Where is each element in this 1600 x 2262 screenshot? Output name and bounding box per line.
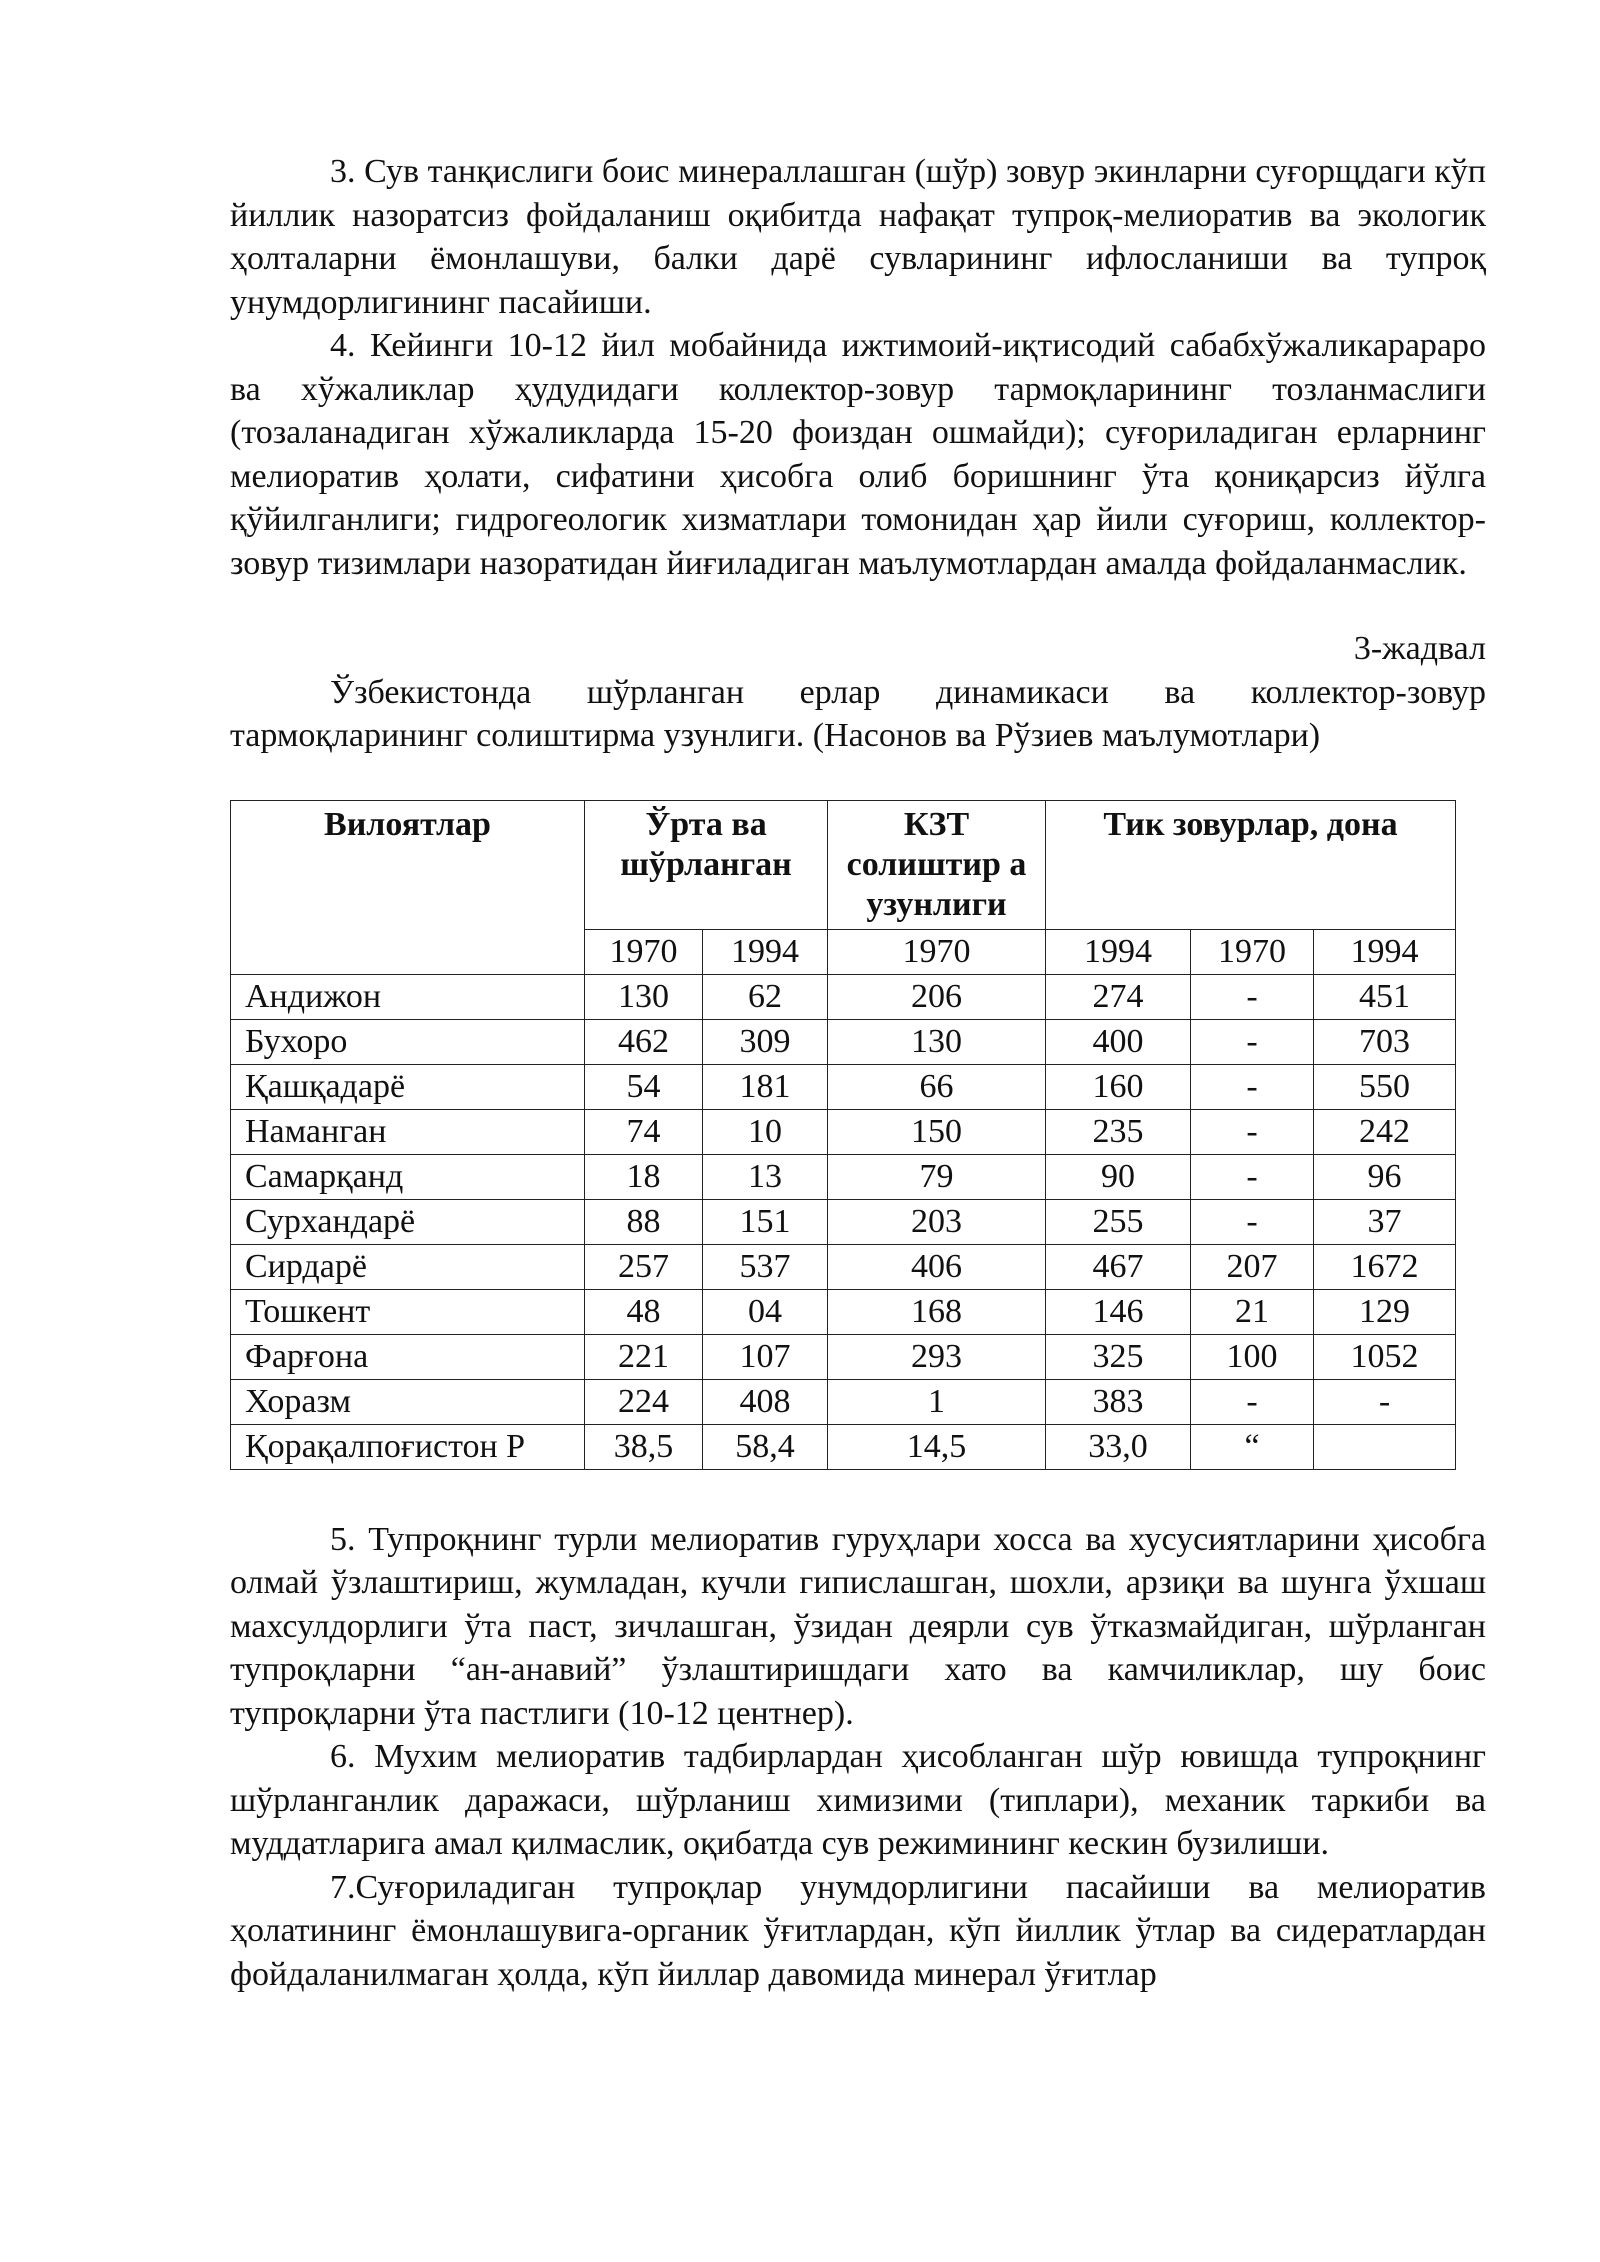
value-cell: 181 <box>703 1064 828 1109</box>
value-cell: 62 <box>703 974 828 1019</box>
value-cell: - <box>1314 1379 1456 1424</box>
value-cell: 13 <box>703 1154 828 1199</box>
value-cell: 255 <box>1046 1199 1191 1244</box>
region-cell: Самарқанд <box>231 1154 585 1199</box>
table-caption: Ўзбекистонда шўрланган ерлар динамикаси ва коллектор-зовур тармоқларининг солиштирма узунлиги. (Насонов ва Рўзиев маълумотлари) <box>230 673 1486 754</box>
region-cell: Андижон <box>231 974 585 1019</box>
value-cell: 21 <box>1191 1289 1314 1334</box>
value-cell: 100 <box>1191 1334 1314 1379</box>
value-cell: 242 <box>1314 1109 1456 1154</box>
value-cell: 207 <box>1191 1244 1314 1289</box>
value-cell: 79 <box>828 1154 1046 1199</box>
value-cell: - <box>1191 974 1314 1019</box>
table-row <box>231 1334 1456 1379</box>
value-cell: 88 <box>585 1199 703 1244</box>
value-cell: 293 <box>828 1334 1046 1379</box>
header-regions: Вилоятлар <box>231 800 585 974</box>
value-cell: 257 <box>585 1244 703 1289</box>
value-cell: 462 <box>585 1019 703 1064</box>
value-cell: 66 <box>828 1064 1046 1109</box>
value-cell: 221 <box>585 1334 703 1379</box>
value-cell: 406 <box>828 1244 1046 1289</box>
value-cell: 408 <box>703 1379 828 1424</box>
value-cell: 129 <box>1314 1289 1456 1334</box>
value-cell: 224 <box>585 1379 703 1424</box>
value-cell: 37 <box>1314 1199 1456 1244</box>
value-cell <box>1314 1424 1456 1469</box>
table-row <box>231 1424 1456 1469</box>
table-row <box>231 974 1456 1019</box>
region-cell: Қорақалпоғистон Р <box>231 1424 585 1469</box>
year-cell: 1970 <box>1191 929 1314 974</box>
table-row <box>231 1289 1456 1334</box>
value-cell: 160 <box>1046 1064 1191 1109</box>
value-cell: 74 <box>585 1109 703 1154</box>
table-row <box>231 1064 1456 1109</box>
value-cell: - <box>1191 1109 1314 1154</box>
value-cell: 203 <box>828 1199 1046 1244</box>
value-cell: 48 <box>585 1289 703 1334</box>
header-kzt: КЗТ солиштир а узунлиги <box>828 800 1046 929</box>
value-cell: 150 <box>828 1109 1046 1154</box>
value-cell: 58,4 <box>703 1424 828 1469</box>
value-cell: 130 <box>828 1019 1046 1064</box>
paragraph-6: 6. Мухим мелиоратив тадбирлардан ҳисобланган шўр ювишда тупроқнинг шўрланганлик даражаси, шўрланиш химизими (типлари), механик таркиби ва муддатларига амал қилмаслик, оқибатда сув режимининг кескин бузилиши. <box>230 1738 1486 1862</box>
header-vertical-drains: Тик зовурлар, дона <box>1046 800 1456 929</box>
table-row <box>231 1379 1456 1424</box>
region-cell: Хоразм <box>231 1379 585 1424</box>
value-cell: 235 <box>1046 1109 1191 1154</box>
table-number: 3-жадвал <box>1353 630 1486 667</box>
value-cell: 1052 <box>1314 1334 1456 1379</box>
paragraph-4: 4. Кейинги 10-12 йил мобайнида ижтимоий-иқтисодий сабабхўжаликарараро ва хўжаликлар ҳудудидаги коллектор-зовур тармоқларининг тозланмаслиги (тозаланадиган хўжаликларда 15-20 фоиздан ошмайди); суғориладиган ерларнинг мелиоратив ҳолати, сифатини ҳисобга олиб боришнинг ўта қониқарсиз йўлга қўйилганлиги; гидрогеологик хизматлари томонидан ҳар йили суғориш, коллектор-зовур тизимлари назоратидан йиғиладиган маълумотлардан амалда фойдаланмаслик. <box>230 327 1486 582</box>
table-header-row <box>231 800 1456 929</box>
value-cell: 10 <box>703 1109 828 1154</box>
value-cell: 90 <box>1046 1154 1191 1199</box>
value-cell: - <box>1191 1379 1314 1424</box>
region-cell: Қашқадарё <box>231 1064 585 1109</box>
value-cell: 467 <box>1046 1244 1191 1289</box>
year-cell: 1994 <box>703 929 828 974</box>
data-table-container <box>230 800 1455 1470</box>
value-cell: 537 <box>703 1244 828 1289</box>
value-cell: 38,5 <box>585 1424 703 1469</box>
value-cell: 400 <box>1046 1019 1191 1064</box>
value-cell: 18 <box>585 1154 703 1199</box>
table-row <box>231 1019 1456 1064</box>
value-cell: 550 <box>1314 1064 1456 1109</box>
value-cell: 1 <box>828 1379 1046 1424</box>
value-cell: - <box>1191 1154 1314 1199</box>
value-cell: 54 <box>585 1064 703 1109</box>
header-saline: Ўрта ва шўрланган <box>585 800 828 929</box>
value-cell: 309 <box>703 1019 828 1064</box>
value-cell: 151 <box>703 1199 828 1244</box>
value-cell: 206 <box>828 974 1046 1019</box>
value-cell: “ <box>1191 1424 1314 1469</box>
value-cell: 451 <box>1314 974 1456 1019</box>
value-cell: 703 <box>1314 1019 1456 1064</box>
region-cell: Фарғона <box>231 1334 585 1379</box>
value-cell: 14,5 <box>828 1424 1046 1469</box>
value-cell: 274 <box>1046 974 1191 1019</box>
table-row <box>231 1154 1456 1199</box>
value-cell: 383 <box>1046 1379 1191 1424</box>
paragraph-3: 3. Сув танқислиги боис минераллашган (шўр) зовур экинларни суғорщдаги кўп йиллик назоратсиз фойдаланиш оқибитда нафақат тупроқ-мелиоратив ва экологик ҳолталарни ёмонлашуви, балки дарё сувларининг ифлосланиши ва тупроқ унумдорлигининг пасайиши. <box>230 153 1486 321</box>
value-cell: 130 <box>585 974 703 1019</box>
value-cell: 33,0 <box>1046 1424 1191 1469</box>
paragraph-5: 5. Тупроқнинг турли мелиоратив гуруҳлари хосса ва хусусиятларини ҳисобга олмай ўзлаштириш, жумладан, кучли гипислашган, шохли, арзиқи ва шунга ўхшаш махсулдорлиги ўта паст, зичлашган, ўзидан деярли сув ўтказмайдиган, шўрланган тупроқларни “ан-анавий” ўзлаштиришдаги хато ва камчиликлар, шу боис тупроқларни ўта пастлиги (10-12 центнер). <box>230 1520 1486 1732</box>
value-cell: 168 <box>828 1289 1046 1334</box>
table-row <box>231 1244 1456 1289</box>
data-table <box>230 800 1456 1470</box>
value-cell: 325 <box>1046 1334 1191 1379</box>
value-cell: - <box>1191 1199 1314 1244</box>
region-cell: Сирдарё <box>231 1244 585 1289</box>
paragraph-7: 7.Суғориладиган тупроқлар унумдорлигини пасайиши ва мелиоратив ҳолатининг ёмонлашувига-органик ўғитлардан, кўп йиллик ўтлар ва сидератлардан фойдаланилмаган ҳолда, кўп йиллар давомида минерал ўғитлар <box>230 1868 1486 1993</box>
value-cell: 146 <box>1046 1289 1191 1334</box>
value-cell: 1672 <box>1314 1244 1456 1289</box>
value-cell: - <box>1191 1019 1314 1064</box>
table-row <box>231 1199 1456 1244</box>
region-cell: Бухоро <box>231 1019 585 1064</box>
year-cell: 1970 <box>828 929 1046 974</box>
region-cell: Сурхандарё <box>231 1199 585 1244</box>
table-row <box>231 1109 1456 1154</box>
region-cell: Наманган <box>231 1109 585 1154</box>
table-body <box>231 974 1456 1469</box>
value-cell: 04 <box>703 1289 828 1334</box>
region-cell: Тошкент <box>231 1289 585 1334</box>
year-cell: 1970 <box>585 929 703 974</box>
value-cell: 107 <box>703 1334 828 1379</box>
value-cell: 96 <box>1314 1154 1456 1199</box>
document-page <box>230 150 1486 1996</box>
value-cell: - <box>1191 1064 1314 1109</box>
year-cell: 1994 <box>1046 929 1191 974</box>
year-cell: 1994 <box>1314 929 1456 974</box>
